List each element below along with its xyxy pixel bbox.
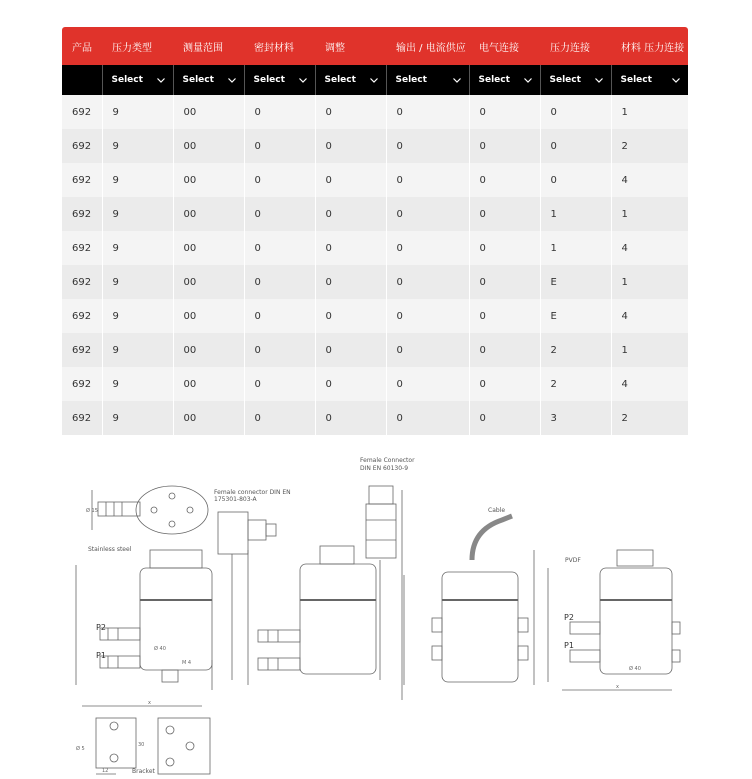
table-cell: 692 (62, 333, 102, 367)
product-config-table-wrapper (62, 27, 688, 435)
table-body (62, 95, 688, 435)
table-cell: 00 (173, 231, 244, 265)
filter-select-output-supply[interactable] (389, 67, 466, 93)
table-cell: 4 (611, 299, 688, 333)
header-adjustment: 调整 (315, 27, 386, 65)
table-cell: 0 (386, 231, 469, 265)
filter-select-pressure-connection[interactable] (543, 67, 608, 93)
table-row (62, 299, 688, 333)
table-cell: 0 (244, 95, 315, 129)
header-pressure-type: 压力类型 (102, 27, 173, 65)
sensor-body-stainless (140, 568, 212, 670)
label-stainless-steel: Stainless steel (88, 546, 132, 553)
dim-x-right: x (616, 684, 619, 690)
table-cell: 0 (469, 231, 540, 265)
dim-x-left: x (148, 700, 151, 706)
table-cell: 9 (102, 333, 173, 367)
filter-cell-empty (62, 65, 102, 95)
table-cell: 9 (102, 163, 173, 197)
header-seal-material: 密封材料 (244, 27, 315, 65)
table-cell: 0 (315, 129, 386, 163)
chevron-down-icon (671, 75, 681, 85)
table-cell: 1 (540, 231, 611, 265)
filter-select-material-pressure-connection[interactable] (614, 67, 686, 93)
header-electrical-connection: 电气连接 (469, 27, 540, 65)
select-label: Select (549, 75, 581, 85)
table-cell: 2 (611, 401, 688, 435)
sensor-body-cable (442, 572, 518, 682)
header-material-pressure-connection: 材料 压力连接 (611, 27, 688, 65)
bracket-top-view (158, 718, 210, 774)
table-row (62, 95, 688, 129)
table-cell: 2 (540, 367, 611, 401)
table-cell: 0 (386, 265, 469, 299)
table-cell: 4 (611, 231, 688, 265)
table-cell: 692 (62, 367, 102, 401)
dim-30: 30 (138, 742, 145, 748)
table-cell: 2 (611, 129, 688, 163)
table-cell: 0 (315, 95, 386, 129)
label-female-connector-top: Female Connector (360, 457, 415, 464)
table-cell: 00 (173, 197, 244, 231)
table-cell: 0 (469, 129, 540, 163)
table-cell: 1 (611, 333, 688, 367)
table-cell: 0 (469, 333, 540, 367)
chevron-down-icon (452, 75, 462, 85)
table-row (62, 197, 688, 231)
filter-select-adjustment[interactable] (318, 67, 383, 93)
select-label: Select (620, 75, 652, 85)
hose-fitting-top (98, 502, 140, 516)
table-cell: 4 (611, 163, 688, 197)
table-cell: 1 (540, 197, 611, 231)
table-cell: 0 (244, 401, 315, 435)
table-cell: 9 (102, 129, 173, 163)
table-cell: 0 (469, 163, 540, 197)
filter-select-seal-material[interactable] (247, 67, 312, 93)
table-cell: 9 (102, 367, 173, 401)
table-cell: 00 (173, 367, 244, 401)
table-cell: 692 (62, 299, 102, 333)
header-pressure-connection: 压力连接 (540, 27, 611, 65)
select-label: Select (324, 75, 356, 85)
table-cell: 1 (611, 197, 688, 231)
label-cable: Cable (488, 507, 506, 514)
table-cell: 0 (386, 299, 469, 333)
table-cell: 00 (173, 95, 244, 129)
table-cell: 0 (540, 163, 611, 197)
cable (472, 516, 512, 560)
chevron-down-icon (298, 75, 308, 85)
sensor-body-middle (300, 564, 376, 674)
table-cell: E (540, 299, 611, 333)
technical-dimension-drawing (62, 450, 702, 779)
table-row (62, 401, 688, 435)
label-connector-part: 175301-803-A (214, 496, 257, 503)
table-cell: 9 (102, 197, 173, 231)
product-config-table (62, 27, 688, 435)
chevron-down-icon (369, 75, 379, 85)
header-measuring-range: 测量范围 (173, 27, 244, 65)
table-cell: 0 (244, 265, 315, 299)
table-cell: 1 (611, 265, 688, 299)
label-din-en-60130: DIN EN 60130-9 (360, 465, 409, 472)
table-cell: 00 (173, 299, 244, 333)
table-cell: 00 (173, 129, 244, 163)
dim-d15: Ø 15 (86, 508, 98, 514)
table-cell: 0 (315, 333, 386, 367)
table-cell: 0 (386, 163, 469, 197)
label-pvdf: PVDF (565, 557, 581, 564)
table-header-row (62, 27, 688, 65)
table-cell: 1 (611, 95, 688, 129)
table-cell: 9 (102, 401, 173, 435)
filter-select-electrical-connection[interactable] (472, 67, 537, 93)
table-cell: 0 (244, 163, 315, 197)
table-cell: 0 (386, 367, 469, 401)
table-row (62, 265, 688, 299)
table-cell: 0 (244, 299, 315, 333)
table-cell: 0 (469, 197, 540, 231)
select-label: Select (111, 75, 143, 85)
table-cell: 0 (469, 265, 540, 299)
select-label: Select (253, 75, 285, 85)
label-bracket: Bracket (132, 768, 155, 775)
table-cell: 0 (315, 197, 386, 231)
filter-select-measuring-range[interactable] (176, 67, 241, 93)
table-filter-row (62, 65, 688, 95)
select-label: Select (478, 75, 510, 85)
dim-d40-left: Ø 40 (154, 646, 166, 652)
table-cell: 0 (315, 401, 386, 435)
table-cell: 0 (315, 367, 386, 401)
table-cell: 0 (315, 265, 386, 299)
table-cell: 0 (540, 95, 611, 129)
table-cell: 0 (386, 197, 469, 231)
table-cell: 2 (540, 333, 611, 367)
table-cell: 9 (102, 231, 173, 265)
header-output-supply: 输出 / 电流供应 (386, 27, 469, 65)
table-cell: 0 (469, 367, 540, 401)
label-female-connector-din: Female connector DIN EN (214, 489, 291, 496)
label-p1-right: P1 (564, 641, 574, 650)
table-cell: 0 (315, 231, 386, 265)
din-connector (218, 512, 248, 554)
header-product: 产品 (62, 27, 102, 65)
chevron-down-icon (594, 75, 604, 85)
table-cell: 00 (173, 265, 244, 299)
table-cell: 692 (62, 129, 102, 163)
table-row (62, 367, 688, 401)
table-cell: 0 (244, 129, 315, 163)
table-cell: 0 (469, 299, 540, 333)
table-row (62, 163, 688, 197)
label-p2-left: P2 (96, 623, 106, 632)
table-cell: 0 (469, 401, 540, 435)
label-p1-left: P1 (96, 651, 106, 660)
sensor-body-pvdf (600, 568, 672, 674)
table-cell: 0 (244, 367, 315, 401)
table-cell: 0 (315, 163, 386, 197)
table-cell: 00 (173, 163, 244, 197)
chevron-down-icon (523, 75, 533, 85)
table-row (62, 231, 688, 265)
chevron-down-icon (227, 75, 237, 85)
table-cell: 0 (386, 333, 469, 367)
table-cell: 9 (102, 265, 173, 299)
table-cell: 0 (386, 95, 469, 129)
table-cell: 00 (173, 333, 244, 367)
table-row (62, 129, 688, 163)
table-cell: E (540, 265, 611, 299)
table-cell: 0 (315, 299, 386, 333)
bracket-side-view (96, 718, 136, 768)
table-row (62, 333, 688, 367)
table-cell: 0 (386, 401, 469, 435)
select-label: Select (182, 75, 214, 85)
table-cell: 0 (469, 95, 540, 129)
table-cell: 692 (62, 231, 102, 265)
table-cell: 0 (244, 231, 315, 265)
chevron-down-icon (156, 75, 166, 85)
dim-12: 12 (102, 768, 109, 774)
dim-m4: M 4 (182, 660, 192, 666)
table-cell: 0 (540, 129, 611, 163)
table-cell: 9 (102, 299, 173, 333)
table-cell: 692 (62, 265, 102, 299)
table-cell: 692 (62, 163, 102, 197)
table-cell: 0 (386, 129, 469, 163)
table-cell: 692 (62, 401, 102, 435)
dim-d5: Ø 5 (76, 746, 85, 752)
dim-d40-right: Ø 40 (629, 666, 641, 672)
label-p2-right: P2 (564, 613, 574, 622)
table-cell: 3 (540, 401, 611, 435)
table-cell: 692 (62, 95, 102, 129)
filter-select-pressure-type[interactable] (105, 67, 170, 93)
table-cell: 9 (102, 95, 173, 129)
table-cell: 0 (244, 333, 315, 367)
din-60130-connector (366, 504, 396, 558)
select-label: Select (395, 75, 427, 85)
table-cell: 4 (611, 367, 688, 401)
table-cell: 00 (173, 401, 244, 435)
table-cell: 692 (62, 197, 102, 231)
table-cell: 0 (244, 197, 315, 231)
